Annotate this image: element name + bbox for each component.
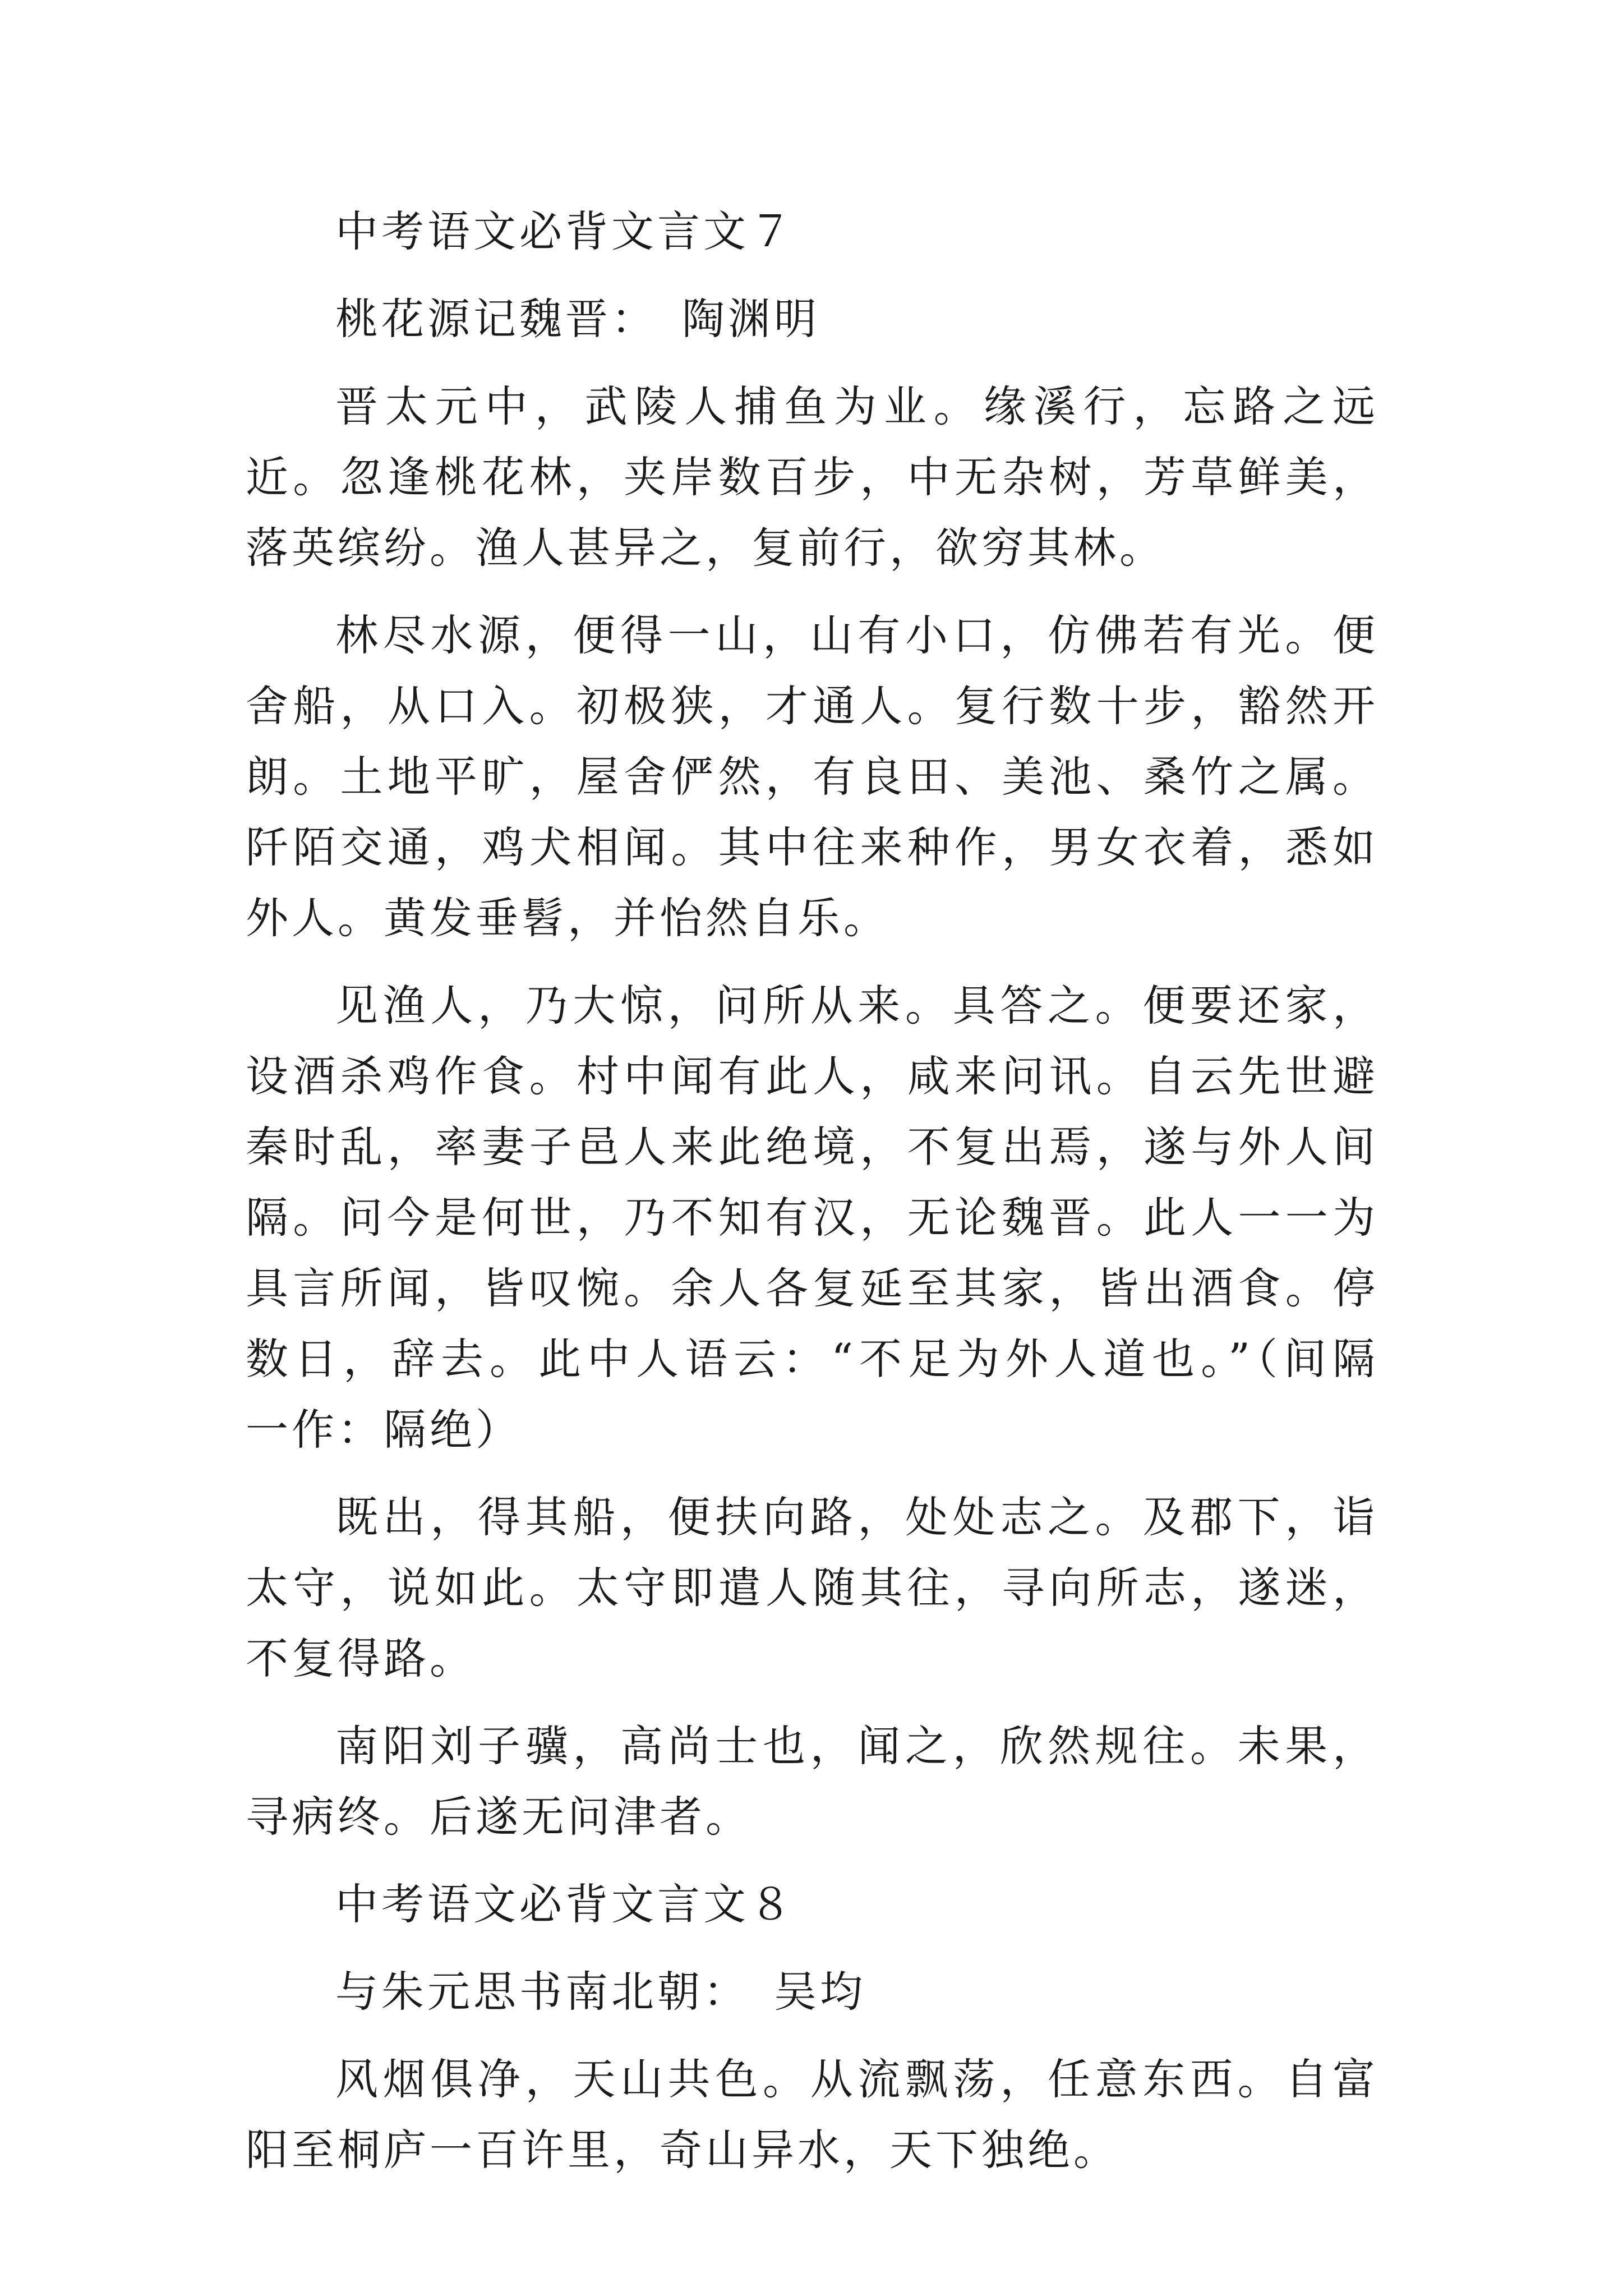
- section-title-8: 中考语文必背文言文８: [335, 1879, 795, 1929]
- document-body: [246, 196, 1424, 2202]
- paragraph: 南阳刘子骥，高尚士也，闻之，欣然规往。未果，寻病终。后遂无问津者。: [246, 1721, 1378, 1842]
- paragraph: 风烟俱净，天山共色。从流飘荡，任意东西。自富阳至桐庐一百许里，奇山异水，天下独绝。: [246, 2054, 1378, 2175]
- paragraph: 晋太元中，武陵人捕鱼为业。缘溪行，忘路之远近。忽逢桃花林，夹岸数百步，中无杂树，芳草鲜美，落英缤纷。渔人甚异之，复前行，欲穷其林。: [246, 381, 1378, 573]
- paragraph: 既出，得其船，便扶向路，处处志之。及郡下，诣太守，说如此。太守即遣人随其往，寻向所志，遂迷，不复得路。: [246, 1492, 1378, 1683]
- paragraph: 林尽水源，便得一山，山有小口，仿佛若有光。便舍船，从口入。初极狭，才通人。复行数十步，豁然开朗。土地平旷，屋舍俨然，有良田、美池、桑竹之属。阡陌交通，鸡犬相闻。其中往来种作，男女衣着，悉如外人。黄发垂髫，并怡然自乐。: [246, 610, 1378, 943]
- section-title-7: 中考语文必背文言文７: [335, 206, 795, 256]
- essay-title-yuzhuyuansishu: 与朱元思书南北朝： 吴均: [335, 1967, 866, 2017]
- paragraph: 见渔人，乃大惊，问所从来。具答之。便要还家，设酒杀鸡作食。村中闻有此人，咸来问讯。自云先世避秦时乱，率妻子邑人来此绝境，不复出焉，遂与外人间隔。问今是何世，乃不知有汉，无论魏晋。此人一一为具言所闻，皆叹惋。余人各复延至其家，皆出酒食。停数日，辞去。此中人语云：“不足为外人道也。”（间隔 一作：隔绝）: [246, 981, 1424, 1455]
- essay-title-taohuayuanji: 桃花源记魏晋： 陶渊明: [335, 294, 820, 344]
